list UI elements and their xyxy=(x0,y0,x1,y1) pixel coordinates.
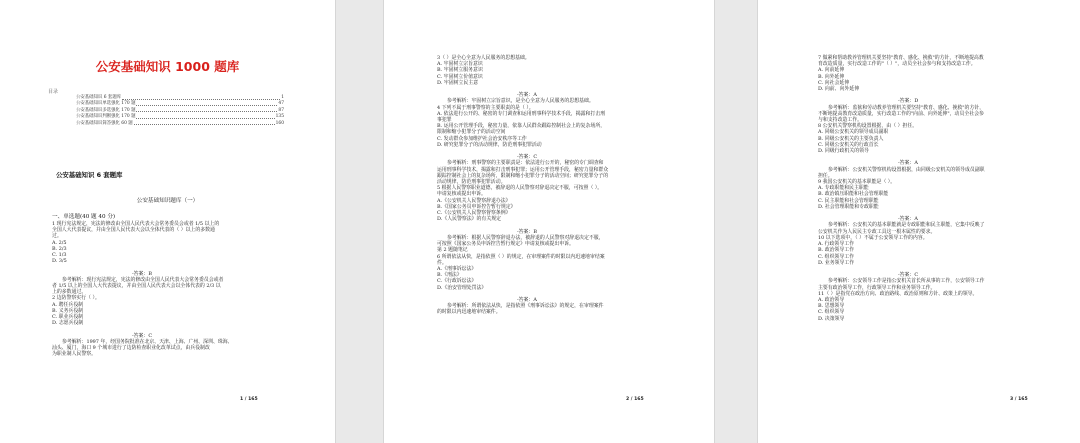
document-page-3 xyxy=(758,0,1080,443)
text-line: B. 牢固树立服务意识 xyxy=(437,67,483,74)
text-line: D. 同级行政机关的领导 xyxy=(818,148,869,155)
exam-paper-title: 公安基础知识题库（一） xyxy=(136,198,199,204)
text-line: -答案：C xyxy=(517,154,538,161)
text-line: A.《公安机关人民警察辞退办法》 xyxy=(437,197,511,204)
text-line: C.《行政诉讼法》 xyxy=(437,278,477,285)
text-line: 3（ ）是全心全意为人民服务的思想基础。 xyxy=(437,55,530,61)
text-line: D. 向前、向外延伸 xyxy=(818,86,860,93)
text-line: 参考解析：公安机关的基本职能就是专政职能和民主职能，它集中反映了 xyxy=(828,222,985,229)
text-line: 申请复核或提出申诉。 xyxy=(437,191,486,198)
text-line: 主要有政治领导工作，行政领导工作和业务领导工作。 xyxy=(818,284,936,291)
text-line: D. 牢固树立民主意 xyxy=(437,79,479,86)
toc-entry[interactable]: 公安基础知识简答强化 60 题 160 xyxy=(76,120,284,126)
page-1-body xyxy=(52,221,292,357)
text-line: 担任。 xyxy=(818,172,833,179)
toc-entry[interactable]: 公安基础知识多选强化 170 题 87 xyxy=(76,107,284,113)
text-line: 不断地提高教育改造质量，实行改造工作的"向前、向外延伸"，动员全社会参 xyxy=(818,110,984,117)
text-line: 全国人大代表提议，并由全国人民代表大会以全体代表的（ ）以上的多数通 xyxy=(52,227,215,234)
page-3-body xyxy=(818,55,1043,322)
page-number: 1 / 165 xyxy=(240,397,258,402)
text-line: 参考解析：1997 年，经国务院批准在北京、天津、上海、广州、深圳、珠海、 xyxy=(62,338,233,345)
text-line: 第 2 题随笔记 xyxy=(437,247,468,254)
text-line: C.《公安机关人民警察督察条例》 xyxy=(437,210,511,217)
text-line: -答案：B xyxy=(132,270,152,277)
text-line: 6 所谓依法从快，是指依照（ ）的规定，在审理案件的时限以内迅速地审结案 xyxy=(437,253,605,260)
text-line: B. 政治镇压职能和社会管理职能 xyxy=(818,191,889,198)
text-line: B.《刑法》 xyxy=(437,272,462,279)
text-line: -答案：C xyxy=(132,332,153,339)
text-line: 公安机关作为人民民主专政工具这一根本属性的要求。 xyxy=(818,228,936,235)
text-line: D. 研究犯罪分子的活动规律，防范刑事犯罪活动 xyxy=(437,141,542,148)
text-line: -答案：A xyxy=(898,160,918,167)
text-line: C. 组织领导工作 xyxy=(818,253,855,260)
text-line: 运用刑事科学技术，揭露和打击刑事犯罪；运用公开管理手段，秘密力量和群众 xyxy=(437,166,609,173)
text-line: 8 公安机关警察机构设置根据，由（ ）担任。 xyxy=(818,123,918,130)
text-line: 9 我国公安机关的基本职能是（ ）。 xyxy=(818,179,896,186)
text-line: B. 思想领导 xyxy=(818,303,845,310)
text-line: 与和支持改造工作。 xyxy=(818,117,863,124)
toc-entry[interactable]: 公安基础知识单选强化 170 题 47 xyxy=(76,101,284,107)
text-line: -答案：A xyxy=(517,92,537,99)
text-line: D. 志愿兵役制 xyxy=(52,320,84,327)
text-line: 限制和缩小犯罪分子的活动空间 xyxy=(437,129,506,136)
text-line: D.《人民警察法》的有关规定 xyxy=(437,216,501,223)
table-of-contents xyxy=(76,95,284,127)
text-line: C. 职业兵役制 xyxy=(52,314,84,321)
text-line: C. 牢固树立价值意识 xyxy=(437,73,483,80)
text-line: D.《治安管理处罚法》 xyxy=(437,284,487,291)
text-line: 4 下列不属于刑事警察的主要职责的是（ ）。 xyxy=(437,104,534,111)
text-line: B. 向外延伸 xyxy=(818,73,845,80)
text-line: A. 政治领导 xyxy=(818,296,845,303)
text-line: 2 边防警察实行（ ）。 xyxy=(52,295,100,302)
toc-entry[interactable]: 公安基础知识 6 套题库 1 xyxy=(76,95,284,100)
text-line: 1 现行宪法规定，宪法的修改由全国人民代表大会常务委员会或者 1/5 以上的 xyxy=(52,221,220,227)
text-line: -答案：B xyxy=(517,228,537,235)
text-line: -答案：C xyxy=(898,272,919,279)
text-line: 参考解析：公安机关警察机构设置根据，由同级公安机关的领导成员副职 xyxy=(828,166,985,173)
text-line: B. 政治领导工作 xyxy=(818,247,855,254)
text-line: A. 牢固树立宗旨意识 xyxy=(437,61,483,68)
text-line: C. 民主职能和社会管理职能 xyxy=(818,197,879,204)
toc-heading: 目录 xyxy=(48,89,59,95)
text-line: B. 义务兵役制 xyxy=(52,307,84,314)
text-line: 育改造质量，实行改造工作的"（ ）"，动员全社会参与和支持改造工作。 xyxy=(818,61,976,68)
text-line: 参考解析：刑事警察的主要职责是：依法进行公开的，秘密的专门调查和 xyxy=(447,160,604,167)
text-line: -答案：A xyxy=(898,216,918,223)
text-line: D. 决策领导 xyxy=(818,315,845,322)
text-line: C. 向社会延伸 xyxy=(818,79,850,86)
text-line: 汕头、厦门，海口 9 个城市进行了边防检查职业化改革试点，由兵役制改 xyxy=(52,345,210,352)
text-line: A. 行政领导工作 xyxy=(818,241,854,248)
text-line: -答案：A xyxy=(517,296,537,303)
text-line: 参考解析：监狱和劳动教养管理机关要坚持"教育、感化、挽救"的方针， xyxy=(828,104,985,111)
text-line: B. 运用公开管理手段，秘密力量，依靠人民群众跟踪控制社会上的复杂场所， xyxy=(437,123,606,130)
text-line: 11（ ）是指党在政治方向、政治路线、政治原则和方针、政策上的领导。 xyxy=(818,290,978,297)
text-line: 者 1/5 以上的全国人大代表提议，并由全国人民代表大会以全体代表的 2/3 以 xyxy=(52,283,221,290)
text-line: 可按照《国家公务员申诉控告暂行规定》申请复核或提出申诉。 xyxy=(437,241,574,248)
document-title: 公安基础知识 1000 题库 xyxy=(95,59,240,74)
text-line: 件。 xyxy=(437,259,447,266)
document-page-2 xyxy=(384,0,714,443)
text-line: 5 根据人民警察职业道德，被辞退的人民警察对辞退决定不服，可按照（ ）。 xyxy=(437,185,603,192)
text-line: 为职业制人民警察。 xyxy=(52,351,97,358)
text-line: D. 3/5 xyxy=(52,258,67,265)
text-line: 活动规律，防范刑事犯罪活动。 xyxy=(437,179,506,186)
text-line: 参考解析：牢固树立宗旨意识，是全心全意为人民服务的思想基础。 xyxy=(447,98,594,105)
text-line: 事犯罪 xyxy=(437,117,452,124)
text-line: 上的多数通过。 xyxy=(52,289,87,296)
chapter-heading: 公安基础知识 6 套题库 xyxy=(56,171,123,179)
text-line: 参考解析：根据人民警察辞退办法，被辞退的人民警察对辞退决定不服， xyxy=(447,234,604,241)
text-line: A. 专政职能和民主职能 xyxy=(818,185,869,192)
section-heading: 一、单选题(40 题 40 分) xyxy=(52,214,116,220)
page-number: 2 / 165 xyxy=(626,397,644,402)
text-line: 参考解析：所谓依法从快，是指依照《刑事诉讼法》的规定，在审理案件 xyxy=(447,303,604,310)
text-line: 跟踪控制社会上的复杂场所，限制和缩小犯罪分子的活动空间；研究犯罪分子的 xyxy=(437,172,609,179)
text-line: C. 同级公安机关的行政首长 xyxy=(818,141,879,148)
toc-entry[interactable]: 公安基础知识判断强化 170 题 135 xyxy=(76,114,284,120)
text-line: C. 组织领导 xyxy=(818,309,845,316)
text-line: A.《刑事诉讼法》 xyxy=(437,265,477,272)
text-line: A. 依法进行公开的、秘密的专门调查和运用刑事科学技术手段，揭露和打击刑 xyxy=(437,110,606,117)
text-line: D. 社会管理职能和专政职能 xyxy=(818,203,879,210)
text-line: 10 以下选项中，（ ）不属于公安领导工作的内容。 xyxy=(818,234,928,241)
page-2-body xyxy=(437,55,662,316)
document-page-1 xyxy=(0,0,335,443)
text-line: A. 向前延伸 xyxy=(818,67,845,74)
text-line: 过。 xyxy=(52,233,62,240)
text-line: 的时限以内迅速地审结案件。 xyxy=(437,309,501,316)
text-line: B. 同级公安机关的主要负责人 xyxy=(818,135,884,142)
text-line: 参考解析：公安领导工作是指公安机关首长所从事的工作，公安领导工作 xyxy=(828,278,985,285)
text-line: B.《国家公务员申诉控告暂行规定》 xyxy=(437,203,516,210)
text-line: A. 同级公安机关的领导成员副职 xyxy=(818,129,889,136)
text-line: A. 聘任兵役制 xyxy=(52,301,84,308)
text-line: C. 1/3 xyxy=(52,252,67,259)
text-line: D. 业务领导工作 xyxy=(818,259,855,266)
text-line: B. 2/3 xyxy=(52,245,67,252)
page-number: 3 / 165 xyxy=(1010,397,1028,402)
text-line: -答案：D xyxy=(898,98,919,105)
text-line: C. 发动群众参加维护社会治安秩序等工作 xyxy=(437,135,527,142)
text-line: A. 2/5 xyxy=(52,239,67,246)
text-line: 7 做紧和帮助教养管理机关要坚持"教育、感化、挽救"的方针，不断地提高教 xyxy=(818,55,984,61)
text-line: 参考解析：现行宪法规定，宪法的修改由全国人民代表大会常务委员会或者 xyxy=(62,276,224,283)
